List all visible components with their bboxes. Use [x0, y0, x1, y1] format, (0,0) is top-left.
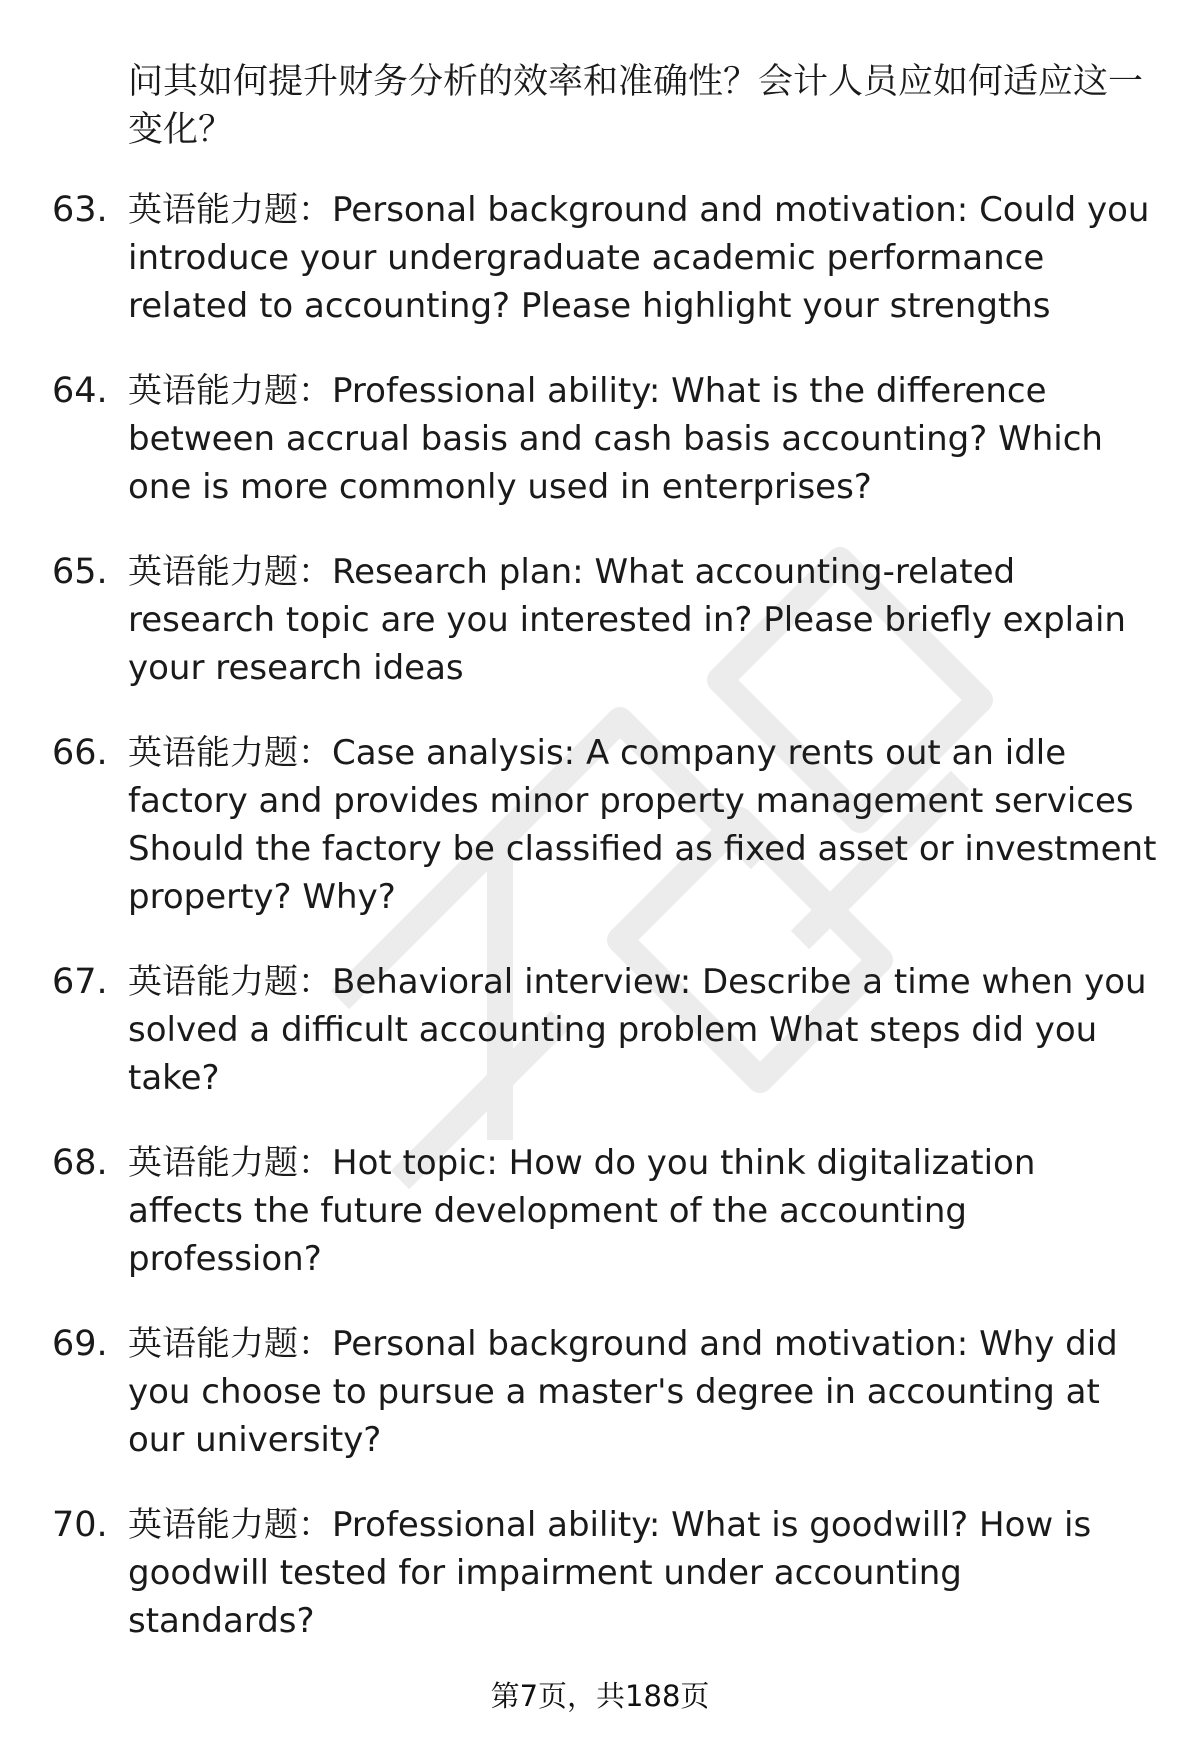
- question-body: [128, 1320, 1158, 1464]
- question-body: [128, 729, 1158, 921]
- list-item: [0, 367, 1200, 511]
- question-text: Professional ability: What is goodwill? How is goodwill tested for impairment under accounting standards?: [128, 1505, 1092, 1641]
- question-body: [128, 958, 1158, 1102]
- question-text: Case analysis: A company rents out an idle factory and provides minor property management services Should the factory be classified as fixed asset or investment property? Why?: [128, 733, 1157, 917]
- question-text: Professional ability: What is the difference between accrual basis and cash basis accounting? Which one is more commonly used in enterprises?: [128, 371, 1103, 507]
- question-tag: 英语能力题：: [128, 1143, 332, 1183]
- question-body: [128, 367, 1158, 511]
- list-item: [0, 729, 1200, 921]
- question-number: 69.: [52, 1324, 108, 1364]
- list-item: [0, 1501, 1200, 1645]
- question-tag: 英语能力题：: [128, 190, 332, 230]
- list-item: [0, 958, 1200, 1102]
- question-tag: 英语能力题：: [128, 552, 332, 592]
- question-text: Research plan: What accounting-related research topic are you interested in? Please briefly explain your research ideas: [128, 552, 1126, 688]
- question-body: [128, 548, 1158, 692]
- list-item: [0, 1320, 1200, 1464]
- question-text: Personal background and motivation: Why did you choose to pursue a master's degree in accounting at our university?: [128, 1324, 1118, 1460]
- list-item: [0, 548, 1200, 692]
- question-number: 66.: [52, 733, 108, 773]
- question-body: [128, 1501, 1158, 1645]
- question-body: [128, 186, 1158, 330]
- question-number: 64.: [52, 371, 108, 411]
- question-tag: 英语能力题：: [128, 1324, 332, 1364]
- question-number: 68.: [52, 1143, 108, 1183]
- question-tag: 英语能力题：: [128, 733, 332, 773]
- question-number: 63.: [52, 190, 108, 230]
- question-number: 70.: [52, 1505, 108, 1545]
- question-body: [128, 1139, 1158, 1283]
- question-tag: 英语能力题：: [128, 371, 332, 411]
- question-tag: 英语能力题：: [128, 1505, 332, 1545]
- list-item: [0, 186, 1200, 330]
- question-number: 65.: [52, 552, 108, 592]
- question-number: 67.: [52, 962, 108, 1002]
- question-tag: 英语能力题：: [128, 962, 332, 1002]
- question-list: [0, 186, 1200, 1682]
- question-text: Hot topic: How do you think digitalization affects the future development of the accounting profession?: [128, 1143, 1036, 1279]
- question-text: Behavioral interview: Describe a time when you solved a difficult accounting problem What steps did you take?: [128, 962, 1147, 1098]
- list-item: [0, 1139, 1200, 1283]
- continuation-paragraph: 问其如何提升财务分析的效率和准确性？会计人员应如何适应这一变化？: [128, 62, 1144, 150]
- page-footer: 第7页，共188页: [490, 1679, 710, 1713]
- question-text: Personal background and motivation: Could you introduce your undergraduate academic performance related to accounting? Please highlight your strengths: [128, 190, 1150, 326]
